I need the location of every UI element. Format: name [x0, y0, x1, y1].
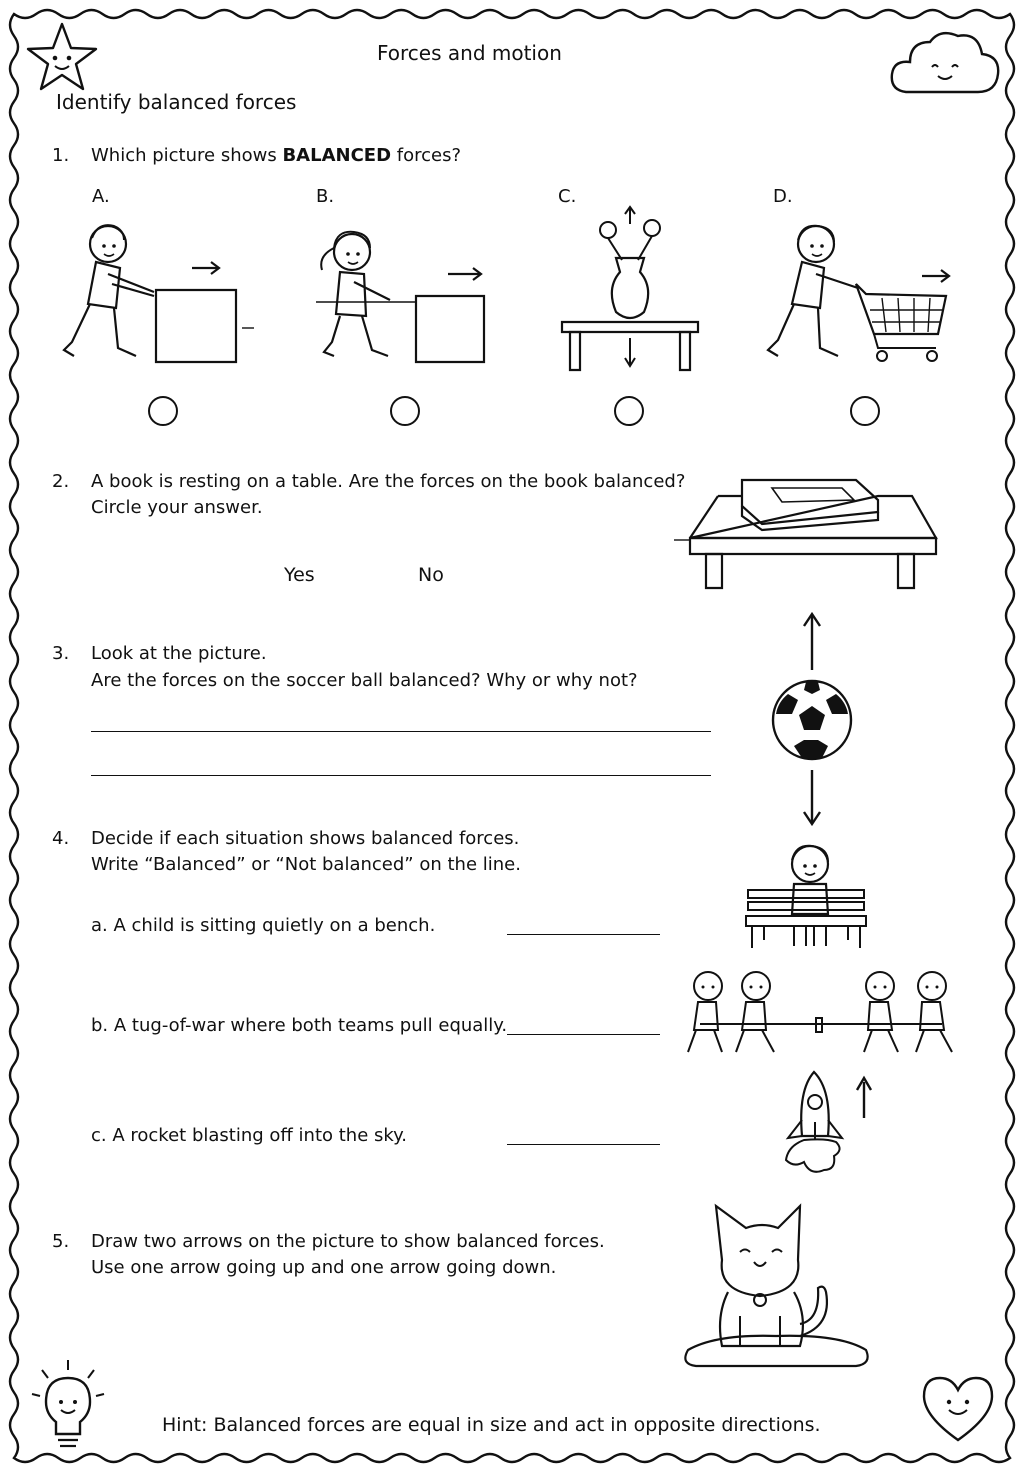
hint-text: Hint: Balanced forces are equal in size and act in opposite directions. [162, 1414, 821, 1436]
q4-item-b: b. A tug-of-war where both teams pull equally. [91, 1015, 508, 1036]
star-icon [22, 18, 102, 98]
q3-answer-line-1[interactable] [91, 731, 711, 732]
q1-option-a-radio[interactable] [148, 396, 178, 426]
q5-line2: Use one arrow going up and one arrow going down. [91, 1257, 557, 1278]
soccer-ball-image [762, 610, 862, 830]
q2-line2: Circle your answer. [91, 497, 263, 518]
cloud-icon [886, 22, 1006, 102]
q1-prompt: Which picture shows BALANCED forces? [91, 145, 461, 166]
child-pushing-cart-image [758, 218, 958, 368]
q1-option-d-letter: D. [773, 186, 793, 207]
q2-line1: A book is resting on a table. Are the forces on the book balanced? [91, 471, 686, 492]
book-on-table-image [672, 466, 942, 596]
q2-number: 2. [52, 471, 70, 492]
q4-line1: Decide if each situation shows balanced forces. [91, 828, 520, 849]
tug-of-war-image [684, 966, 960, 1062]
q4-item-a: a. A child is sitting quietly on a bench. [91, 915, 436, 936]
q1-option-b-radio[interactable] [390, 396, 420, 426]
q3-line2: Are the forces on the soccer ball balanced? Why or why not? [91, 670, 638, 691]
q3-line1: Look at the picture. [91, 643, 267, 664]
lightbulb-icon [28, 1356, 108, 1456]
q4-line2: Write “Balanced” or “Not balanced” on the line. [91, 854, 521, 875]
girl-pulling-box-image [310, 218, 500, 368]
q2-answer-no[interactable]: No [418, 564, 444, 586]
q3-number: 3. [52, 643, 70, 664]
q4-item-c-answer-line[interactable] [507, 1144, 660, 1145]
q1-option-c-radio[interactable] [614, 396, 644, 426]
q4-item-b-answer-line[interactable] [507, 1034, 660, 1035]
child-pushing-box-image [58, 218, 268, 368]
worksheet-title: Forces and motion [377, 41, 562, 65]
q1-number: 1. [52, 145, 70, 166]
q4-item-c: c. A rocket blasting off into the sky. [91, 1125, 407, 1146]
q1-option-c-letter: C. [558, 186, 577, 207]
q1-option-a-letter: A. [92, 186, 110, 207]
q1-option-d-radio[interactable] [850, 396, 880, 426]
heart-icon [918, 1374, 998, 1444]
q1-prompt-bold: BALANCED [282, 145, 392, 166]
q5-line1: Draw two arrows on the picture to show balanced forces. [91, 1231, 605, 1252]
rocket-image [778, 1066, 868, 1186]
q5-number: 5. [52, 1231, 70, 1252]
q4-item-a-answer-line[interactable] [507, 934, 660, 935]
child-on-bench-image [744, 842, 874, 952]
cat-on-cushion-image [676, 1196, 876, 1376]
q3-answer-line-2[interactable] [91, 775, 711, 776]
q1-option-b-letter: B. [316, 186, 335, 207]
worksheet-subtitle: Identify balanced forces [56, 90, 297, 114]
vase-on-table-image [556, 202, 706, 372]
q4-number: 4. [52, 828, 70, 849]
q2-answer-yes[interactable]: Yes [284, 564, 315, 586]
